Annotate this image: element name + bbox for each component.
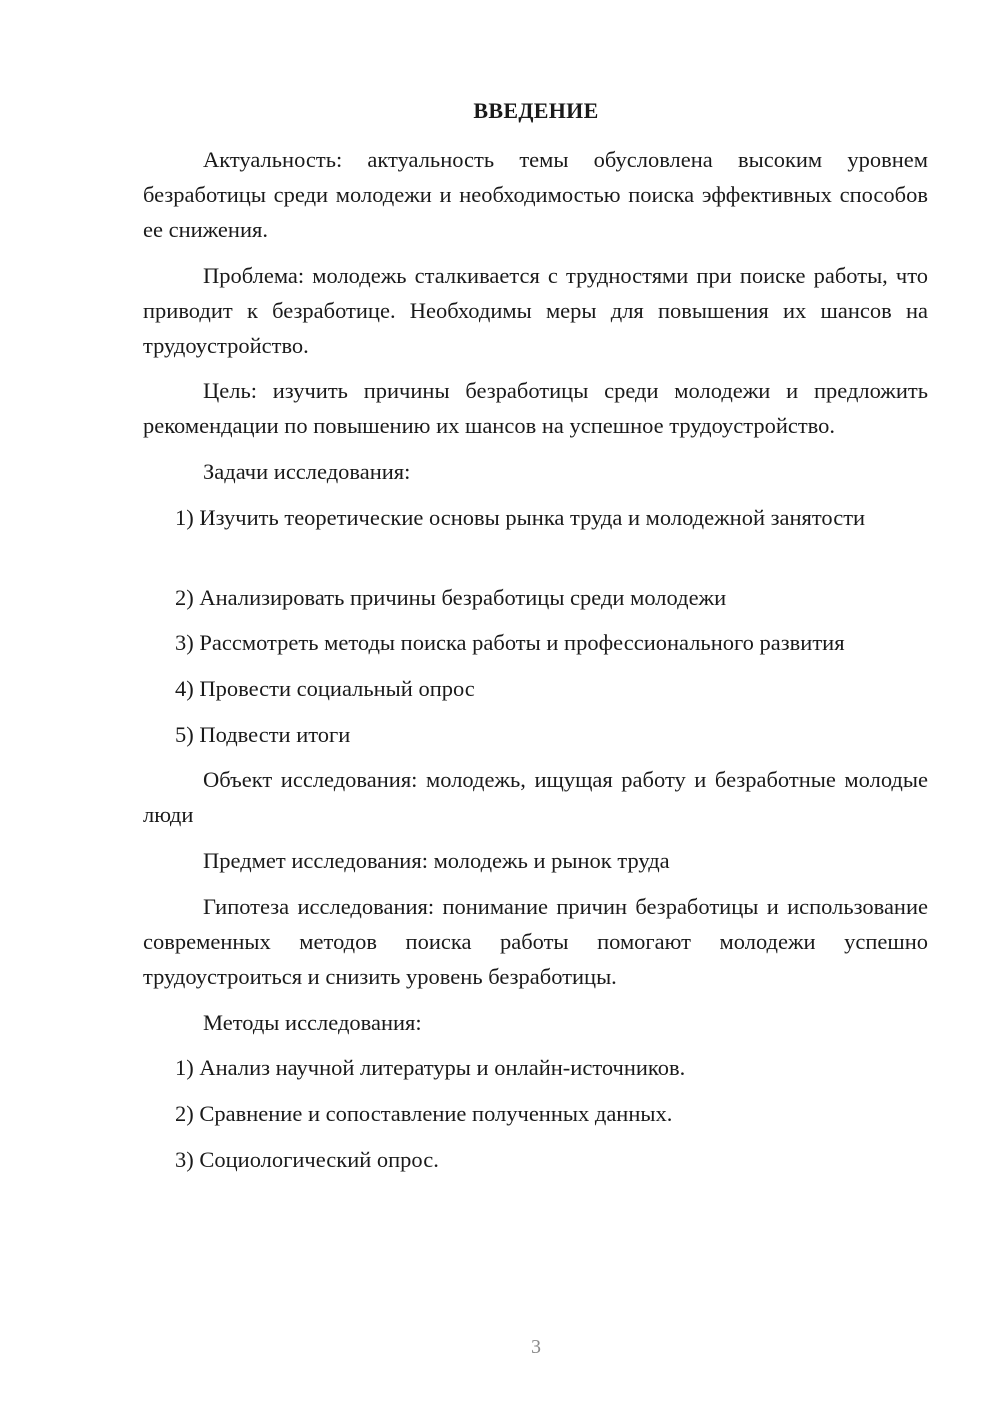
- task-item-3: 3) Рассмотреть методы поиска работы и профессионального развития: [175, 630, 845, 655]
- page-number: 3: [531, 1336, 541, 1358]
- task-item-5: 5) Подвести итоги: [175, 722, 351, 747]
- problem-paragraph: Проблема: молодежь сталкивается с трудностями при поиске работы, что приводит к безработице. Необходимы меры для повышения их шансов на трудоустройство.: [143, 263, 928, 358]
- hypothesis-paragraph: Гипотеза исследования: понимание причин безработицы и использование современных методов поиска работы помогают молодежи успешно трудоустроиться и снизить уровень безработицы.: [143, 894, 928, 989]
- page-title: ВВЕДЕНИЕ: [473, 98, 599, 123]
- methods-heading: Методы исследования:: [203, 1010, 422, 1035]
- goal-paragraph: Цель: изучить причины безработицы среди молодежи и предложить рекомендации по повышению их шансов на успешное трудоустройство.: [143, 378, 928, 438]
- tasks-heading: Задачи исследования:: [203, 459, 411, 484]
- subject-paragraph: Предмет исследования: молодежь и рынок труда: [203, 848, 670, 873]
- object-paragraph: Объект исследования: молодежь, ищущая работу и безработные молодые люди: [143, 767, 928, 827]
- task-item-4: 4) Провести социальный опрос: [175, 676, 475, 701]
- method-item-1: 1) Анализ научной литературы и онлайн-источников.: [175, 1055, 686, 1080]
- task-item-2: 2) Анализировать причины безработицы среди молодежи: [175, 585, 727, 610]
- method-item-2: 2) Сравнение и сопоставление полученных данных.: [175, 1101, 673, 1126]
- method-item-3: 3) Социологический опрос.: [175, 1147, 439, 1172]
- task-item-1: 1) Изучить теоретические основы рынка труда и молодежной занятости: [175, 505, 866, 530]
- relevance-paragraph: Актуальность: актуальность темы обусловлена высоким уровнем безработицы среди молодежи и необходимостью поиска эффективных способов ее снижения.: [143, 147, 928, 242]
